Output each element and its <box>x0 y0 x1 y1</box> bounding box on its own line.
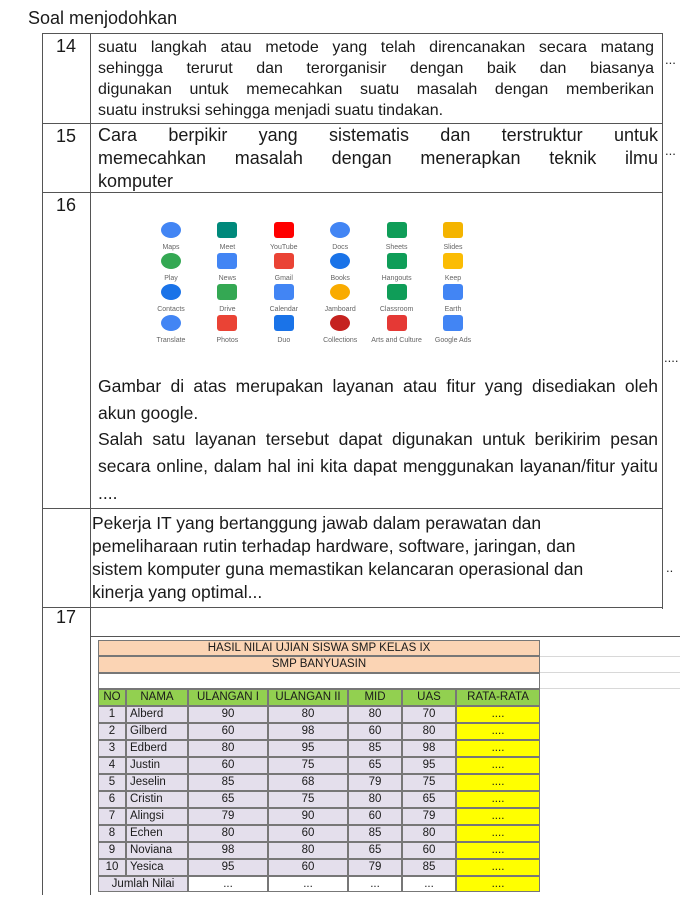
table-cell: 10 <box>98 859 126 876</box>
app-label: Google Ads <box>434 337 472 344</box>
table-cell: 65 <box>402 791 456 808</box>
app-label: Earth <box>444 306 462 313</box>
table-cell: 60 <box>188 757 268 774</box>
app-label: Slides <box>443 244 463 251</box>
question-16-para-1: Gambar di atas merupakan layanan atau fitur yang disediakan oleh akun google. <box>98 376 658 423</box>
hangouts-icon <box>387 253 407 269</box>
question-it-text <box>92 512 656 604</box>
table-cell: 98 <box>188 842 268 859</box>
question-number-17: 17 <box>56 607 77 627</box>
average-blank-cell: .... <box>456 706 540 723</box>
question-16-para-2: Salah satu layanan tersebut dapat digunakan untuk berikirim pesan secara online, dalam hal ini kita dapat menggunakan layanan/fitur yaitu .... <box>98 429 658 503</box>
question-14-line: suatu langkah atau metode yang telah direncanakan secara matang <box>98 39 654 56</box>
table-cell: 79 <box>188 808 268 825</box>
app-tile <box>418 315 488 344</box>
left-border <box>42 33 43 895</box>
table-cell: 80 <box>188 825 268 842</box>
table-cell: 65 <box>348 842 402 859</box>
table-spacer-row <box>98 673 540 689</box>
table-cell: 2 <box>98 723 126 740</box>
table-cell: 75 <box>268 757 348 774</box>
app-label: Maps <box>162 244 180 251</box>
average-blank-cell: .... <box>456 757 540 774</box>
table-cell: 98 <box>268 723 348 740</box>
table-cell: 75 <box>402 774 456 791</box>
news-icon <box>217 253 237 269</box>
row-divider <box>90 636 680 637</box>
table-cell: 80 <box>348 791 402 808</box>
table-cell: 65 <box>188 791 268 808</box>
table-cell: 65 <box>348 757 402 774</box>
app-label: Meet <box>219 244 236 251</box>
question-15-line: komputer <box>98 171 174 191</box>
app-label: YouTube <box>270 244 298 251</box>
table-cell: Justin <box>126 757 188 774</box>
table-cell: 80 <box>348 706 402 723</box>
table-cell: 79 <box>402 808 456 825</box>
question-number-15: 15 <box>56 126 77 146</box>
table-cell: 98 <box>402 740 456 757</box>
table-cell: 60 <box>268 859 348 876</box>
app-tile <box>418 222 488 251</box>
app-label: Keep <box>444 275 462 282</box>
table-cell: 1 <box>98 706 126 723</box>
table-cell: 60 <box>402 842 456 859</box>
google-apps-grid <box>148 222 568 362</box>
table-cell: Echen <box>126 825 188 842</box>
table-cell: 70 <box>402 706 456 723</box>
table-cell: 5 <box>98 774 126 791</box>
app-tile <box>418 253 488 282</box>
table-cell: 95 <box>268 740 348 757</box>
table-cell: 90 <box>268 808 348 825</box>
question-14-line: digunakan untuk memecahkan suatu masalah dengan memberikan <box>98 81 654 98</box>
table-cell: Cristin <box>126 791 188 808</box>
app-label: Sheets <box>385 244 408 251</box>
table-cell: Gilberd <box>126 723 188 740</box>
table-footer-cell: ... <box>188 876 268 892</box>
average-blank-cell: .... <box>456 808 540 825</box>
jamboard-icon <box>330 284 350 300</box>
app-label: News <box>218 275 237 282</box>
table-cell: Noviana <box>126 842 188 859</box>
table-header-cell: MID <box>348 689 402 706</box>
table-cell: Alingsi <box>126 808 188 825</box>
maps-icon <box>161 222 181 238</box>
keep-icon <box>443 253 463 269</box>
sheet-gridline <box>540 688 680 689</box>
app-label: Hangouts <box>381 275 412 282</box>
table-cell: 79 <box>348 859 402 876</box>
table-footer-cell: ... <box>402 876 456 892</box>
answer-blank-it[interactable]: .. <box>666 560 674 575</box>
table-cell: 7 <box>98 808 126 825</box>
table-cell: 79 <box>348 774 402 791</box>
table-cell: 8 <box>98 825 126 842</box>
app-label: Jamboard <box>324 306 356 313</box>
meet-icon <box>217 222 237 238</box>
duo-icon <box>274 315 294 331</box>
question-14-line: suatu instruksi sehingga menjadi suatu tindakan. <box>98 102 444 119</box>
row-divider <box>42 508 663 509</box>
earth-icon <box>443 284 463 300</box>
sheets-icon <box>387 222 407 238</box>
app-label: Drive <box>219 306 236 313</box>
google-ads-icon <box>443 315 463 331</box>
table-cell: 60 <box>348 808 402 825</box>
table-footer-cell: .... <box>456 876 540 892</box>
table-header-cell: ULANGAN I <box>188 689 268 706</box>
arts-culture-icon <box>387 315 407 331</box>
table-title: HASIL NILAI UJIAN SISWA SMP KELAS IX <box>98 640 540 656</box>
question-it-line: Pekerja IT yang bertanggung jawab dalam perawatan dan <box>92 513 542 533</box>
app-label: Arts and Culture <box>371 337 422 344</box>
table-cell: Edberd <box>126 740 188 757</box>
table-cell: 95 <box>402 757 456 774</box>
translate-icon <box>161 315 181 331</box>
table-header-cell: NAMA <box>126 689 188 706</box>
table-cell: 75 <box>268 791 348 808</box>
app-label: Calendar <box>269 306 298 313</box>
contacts-icon <box>161 284 181 300</box>
app-label: Translate <box>156 337 186 344</box>
table-cell: 85 <box>348 825 402 842</box>
play-icon <box>161 253 181 269</box>
table-cell: 6 <box>98 791 126 808</box>
table-cell: 4 <box>98 757 126 774</box>
app-label: Photos <box>216 337 239 344</box>
table-cell: 9 <box>98 842 126 859</box>
question-15-line: memecahkan masalah dengan menerapkan teknik ilmu <box>98 148 658 168</box>
books-icon <box>330 253 350 269</box>
calendar-icon <box>274 284 294 300</box>
answer-blank-16[interactable]: .... <box>664 350 679 365</box>
table-cell: Jeselin <box>126 774 188 791</box>
app-label: Contacts <box>157 306 185 313</box>
answer-blank-15[interactable]: ... <box>665 143 676 158</box>
table-cell: Yesica <box>126 859 188 876</box>
table-cell: 90 <box>188 706 268 723</box>
average-blank-cell: .... <box>456 825 540 842</box>
question-14-text <box>98 37 654 121</box>
app-label: Books <box>330 275 350 282</box>
table-cell: 80 <box>188 740 268 757</box>
app-label: Classroom <box>379 306 414 313</box>
drive-icon <box>217 284 237 300</box>
sheet-gridline <box>540 672 680 673</box>
question-14-line: sehingga terurut dan terorganisir dengan baik dan biasanya <box>98 60 654 77</box>
right-border <box>662 33 663 609</box>
app-label: Duo <box>277 337 291 344</box>
table-cell: 3 <box>98 740 126 757</box>
collections-icon <box>330 315 350 331</box>
app-tile <box>418 284 488 313</box>
question-number-16: 16 <box>56 195 77 215</box>
average-blank-cell: .... <box>456 740 540 757</box>
table-cell: 85 <box>188 774 268 791</box>
top-border <box>42 33 663 34</box>
slides-icon <box>443 222 463 238</box>
row-divider <box>42 607 663 608</box>
table-cell: 85 <box>402 859 456 876</box>
table-footer-label: Jumlah Nilai <box>98 876 188 892</box>
table-cell: 95 <box>188 859 268 876</box>
photos-icon <box>217 315 237 331</box>
table-cell: 85 <box>348 740 402 757</box>
gmail-icon <box>274 253 294 269</box>
average-blank-cell: .... <box>456 791 540 808</box>
number-column-divider <box>90 33 91 895</box>
table-cell: 80 <box>402 723 456 740</box>
table-cell: 80 <box>402 825 456 842</box>
question-it-line: sistem komputer guna memastikan kelancaran operasional dan <box>92 559 584 579</box>
docs-icon <box>330 222 350 238</box>
question-it-line: kinerja yang optimal... <box>92 582 263 602</box>
question-15-text <box>98 124 658 193</box>
table-header-cell: RATA-RATA <box>456 689 540 706</box>
sheet-gridline <box>540 656 680 657</box>
classroom-icon <box>387 284 407 300</box>
average-blank-cell: .... <box>456 859 540 876</box>
average-blank-cell: .... <box>456 774 540 791</box>
average-blank-cell: .... <box>456 723 540 740</box>
table-cell: 60 <box>188 723 268 740</box>
answer-blank-14[interactable]: ... <box>665 52 676 67</box>
average-blank-cell: .... <box>456 842 540 859</box>
page-title: Soal menjodohkan <box>28 8 178 28</box>
app-label: Docs <box>332 244 349 251</box>
table-footer-cell: ... <box>268 876 348 892</box>
question-15-line: Cara berpikir yang sistematis dan terstruktur untuk <box>98 125 658 145</box>
table-cell: Alberd <box>126 706 188 723</box>
youtube-icon <box>274 222 294 238</box>
table-cell: 60 <box>348 723 402 740</box>
table-cell: 60 <box>268 825 348 842</box>
app-label: Collections <box>323 337 358 344</box>
table-cell: 68 <box>268 774 348 791</box>
table-subtitle: SMP BANYUASIN <box>98 656 540 673</box>
table-cell: 80 <box>268 842 348 859</box>
app-label: Play <box>164 275 178 282</box>
table-header-cell: ULANGAN II <box>268 689 348 706</box>
table-cell: 80 <box>268 706 348 723</box>
table-header-cell: UAS <box>402 689 456 706</box>
question-it-line: pemeliharaan rutin terhadap hardware, software, jaringan, dan <box>92 536 576 556</box>
question-number-14: 14 <box>56 36 77 56</box>
table-header-cell: NO <box>98 689 126 706</box>
app-label: Gmail <box>274 275 293 282</box>
table-footer-cell: ... <box>348 876 402 892</box>
